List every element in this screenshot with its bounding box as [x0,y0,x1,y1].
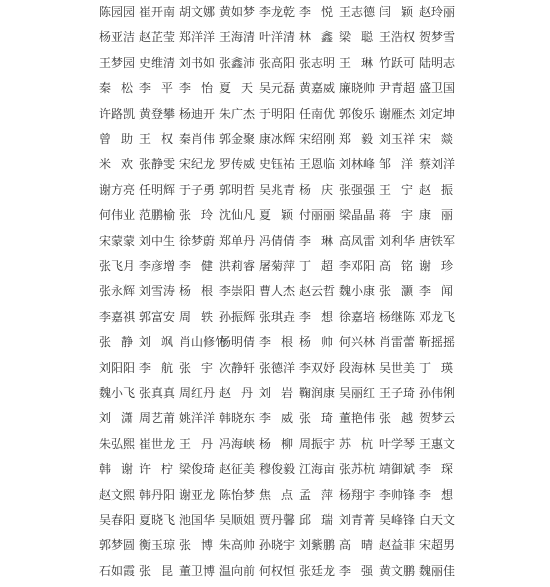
name-entry: 孙伟俐 [419,386,456,400]
name-entry: 朱弘熙 [99,436,136,451]
name-entry: 邱 瑞 [299,513,333,527]
name-entry: 陈园园 [99,5,136,19]
name-entry: 周振宇 [299,436,336,451]
name-row [99,205,459,226]
name-entry: 高 铭 [379,259,413,273]
name-entry: 吴兆青 [259,182,296,197]
name-entry: 屠菊萍 [259,259,296,273]
name-entry: 夏 天 [219,81,253,96]
name-entry: 衡玉琼 [139,538,176,553]
name-entry: 宋蒙蒙 [99,233,136,248]
name-entry: 杨 根 [179,284,213,299]
name-row [99,459,459,480]
name-entry: 郑单丹 [219,233,256,248]
name-entry: 董艳伟 [339,411,376,426]
name-row [99,307,459,328]
name-entry: 米 欢 [99,157,133,172]
name-entry: 许路凯 [99,106,136,121]
name-entry: 陈怡梦 [219,487,256,502]
name-entry: 李 琳 [299,233,333,248]
name-entry: 许 柠 [139,462,173,477]
name-entry: 肖雷蕾 [379,335,416,350]
name-entry: 穆俊毅 [259,462,296,477]
name-entry: 盛卫国 [419,81,456,96]
name-entry: 刘书如 [179,55,216,70]
name-entry: 赵 振 [419,182,453,197]
name-entry: 王海清 [219,30,256,45]
name-entry: 任明辉 [139,182,176,197]
name-entry: 魏丽佳 [419,563,456,578]
name-entry: 崔开南 [139,5,176,19]
name-entry: 郭梦圆 [99,538,136,553]
name-entry: 张 博 [179,538,213,553]
name-entry: 赵 丹 [219,386,253,400]
name-entry: 赵征美 [219,462,256,477]
name-entry: 徐嘉培 [339,309,376,324]
name-entry: 王恩临 [299,157,336,172]
name-entry: 蔡刘洋 [419,157,456,172]
name-entry: 王 权 [139,132,173,146]
name-entry: 李 强 [339,563,373,578]
name-entry: 白天文 [419,513,456,527]
name-entry: 吴丽红 [339,386,376,400]
name-entry: 刘林峰 [339,157,376,172]
name-row [99,510,459,531]
name-entry: 尹青超 [379,81,416,96]
name-entry: 叶洋清 [259,30,296,45]
name-entry: 张永辉 [99,284,136,299]
name-entry: 何权恒 [259,563,296,578]
name-entry: 黄嘉威 [299,81,336,96]
name-entry: 杨迪开 [179,106,216,121]
name-entry: 韩 谢 [99,462,133,477]
name-entry: 于明阳 [259,106,296,121]
name-entry: 张静雯 [139,157,176,172]
name-entry: 李 航 [139,360,173,375]
name-row [99,434,459,455]
name-entry: 林 鑫 [299,30,333,45]
name-entry: 郭俊乐 [339,106,376,121]
name-entry: 张强强 [339,182,376,197]
name-entry: 张高阳 [259,55,296,70]
name-entry: 宋绍刚 [299,132,336,146]
name-entry: 赵芷莹 [139,30,176,45]
name-row [99,27,459,48]
name-entry: 靖御斌 [379,462,416,477]
name-entry: 王梦园 [99,55,136,70]
name-entry: 杨 庆 [299,182,333,197]
name-entry: 丁 瑛 [419,360,453,375]
name-entry: 李彦增 [139,259,176,273]
name-entry: 丁 超 [299,259,333,273]
name-entry: 吴峰锋 [379,513,416,527]
name-entry: 李双妤 [299,360,336,375]
name-entry: 唐铁军 [419,233,456,248]
name-row [99,535,459,556]
name-entry: 梁 聪 [339,30,373,45]
name-entry: 李 根 [259,335,293,350]
name-entry: 付丽丽 [299,208,336,223]
name-entry: 胡文娜 [179,5,216,19]
name-entry: 段海林 [339,360,376,375]
name-entry: 张 灏 [379,284,413,299]
name-entry: 梁晶晶 [339,208,376,223]
name-entry: 吴世美 [379,360,416,375]
name-entry: 张苏杭 [339,462,376,477]
name-entry: 闫 颖 [379,5,413,19]
name-entry: 竹跃可 [379,55,416,70]
name-entry: 刘阳阳 [99,360,136,375]
name-entry: 王浩权 [379,30,416,45]
name-entry: 罗传威 [219,157,256,172]
name-entry: 靳摇摇 [419,335,456,350]
name-entry: 秦 松 [99,81,133,96]
name-entry: 梁俊琦 [179,462,216,477]
name-entry: 谢方亮 [99,182,136,197]
name-entry: 冯倩倩 [259,233,296,248]
name-entry: 韩丹阳 [139,487,176,502]
name-entry: 张鑫沛 [219,55,256,70]
name-entry: 李 健 [179,259,213,273]
name-entry: 张飞月 [99,259,136,273]
name-entry: 李 闻 [419,284,453,299]
name-entry: 黄如梦 [219,5,256,19]
name-entry: 冯海峡 [219,436,256,451]
name-entry: 张真真 [139,386,176,400]
name-entry: 杨亚洁 [99,30,136,45]
name-entry: 李 琛 [419,462,453,477]
name-entry: 何伟业 [99,208,136,223]
name-entry: 陆明志 [419,55,456,70]
name-entry: 曹人杰 [259,284,296,299]
name-entry: 洪莉睿 [219,259,256,273]
name-entry: 王子琦 [379,386,416,400]
name-entry: 刘青菁 [339,513,376,527]
name-entry: 杨明倩 [219,335,256,350]
name-entry: 韩晓东 [219,411,256,426]
name-entry: 刘玉祥 [379,132,416,146]
name-entry: 鞠润康 [299,386,336,400]
name-entry: 赵云哲 [299,284,336,299]
name-entry: 刘 岩 [259,386,293,400]
name-row [99,231,459,252]
name-entry: 李 想 [419,487,453,502]
name-entry: 贺梦云 [419,411,456,426]
name-entry: 邓龙飞 [419,309,456,324]
name-entry: 叶学琴 [379,436,416,451]
name-entry: 郑洋洋 [179,30,216,45]
name-entry: 吴顺姐 [219,513,256,527]
name-entry: 焦 点 [259,487,293,502]
name-row [99,408,459,429]
name-entry: 周艺莆 [139,411,176,426]
name-entry: 朱广杰 [219,106,256,121]
name-entry: 谢雁杰 [379,106,416,121]
name-row [99,2,459,23]
name-entry: 徐梦蔚 [179,233,216,248]
name-entry: 刘定坤 [419,106,456,121]
name-entry: 池国华 [179,513,216,527]
name-entry: 蒋 宇 [379,208,413,223]
name-entry: 杨 柳 [259,436,293,451]
name-entry: 崔世龙 [139,436,176,451]
name-entry: 刘利华 [379,233,416,248]
name-entry: 魏小康 [339,284,376,299]
name-entry: 刘 潇 [99,411,133,426]
name-entry: 王惠文 [419,436,456,451]
name-entry: 王 丹 [179,436,213,451]
name-entry: 康 丽 [419,208,453,223]
name-entry: 夏晓飞 [139,513,176,527]
name-entry: 李 平 [139,81,173,96]
name-entry: 邹 洋 [379,157,413,172]
name-entry: 肖山修竹 [179,335,228,350]
name-entry: 史钰祐 [259,157,296,172]
name-entry: 宋 燚 [419,132,453,146]
name-entry: 朱高帅 [219,538,256,553]
name-entry: 江海亩 [299,462,336,477]
name-entry: 高凤雷 [339,233,376,248]
name-entry: 次静轩 [219,360,256,375]
name-entry: 周 轶 [179,309,213,324]
name-entry: 张琪垚 [259,309,296,324]
name-entry: 黄文鹏 [379,563,416,578]
name-row [99,256,459,277]
name-entry: 李 威 [259,411,293,426]
name-entry: 吴春阳 [99,513,136,527]
name-entry: 温向前 [219,563,256,578]
name-entry: 宋超男 [419,538,456,553]
name-row [99,485,459,506]
name-entry: 何兴林 [339,335,376,350]
name-entry: 杨继陈 [379,309,416,324]
name-entry: 曾 助 [99,132,133,146]
name-row [99,383,459,404]
name-entry: 张 越 [379,411,413,426]
name-entry: 董卫博 [179,563,216,578]
name-entry: 张志明 [299,55,336,70]
name-row [99,53,459,74]
name-entry: 王志德 [339,5,376,19]
name-entry: 于子勇 [179,182,216,197]
name-entry: 谢 珍 [419,259,453,273]
name-entry: 郭金聚 [219,132,256,146]
name-entry: 孙振辉 [219,309,256,324]
name-entry: 谢亚龙 [179,487,216,502]
name-entry: 李帅锋 [379,487,416,502]
name-entry: 张 昆 [139,563,173,578]
name-entry: 黄登攀 [139,106,176,121]
name-row [99,154,459,175]
name-entry: 赵玲丽 [419,5,456,19]
name-entry: 刘 飒 [139,335,173,350]
name-entry: 范鹏榆 [139,208,176,223]
name-entry: 刘雪涛 [139,284,176,299]
name-row [99,180,459,201]
name-entry: 夏 颖 [259,208,293,223]
name-entry: 郑 毅 [339,132,373,146]
name-entry: 李 想 [299,309,333,324]
name-entry: 魏小飞 [99,386,136,400]
name-entry: 吴元磊 [259,81,296,96]
name-entry: 廉晓帅 [339,81,376,96]
name-row [99,358,459,379]
name-entry: 张 玲 [179,208,213,223]
name-entry: 姚洋洋 [179,411,216,426]
name-entry: 高 晴 [339,538,373,553]
name-entry: 宋纪龙 [179,157,216,172]
name-entry: 孟 萍 [299,487,333,502]
name-entry: 刘中生 [139,233,176,248]
name-entry: 史维清 [139,55,176,70]
name-entry: 苏 杭 [339,436,373,451]
name-entry: 李嘉祺 [99,309,136,324]
name-entry: 李邓阳 [339,259,376,273]
name-row [99,281,459,302]
name-entry: 张廷龙 [299,563,336,578]
name-entry: 赵文熙 [99,487,136,502]
name-entry: 张 宇 [179,360,213,375]
name-entry: 任南优 [299,106,336,121]
name-entry: 郭明哲 [219,182,256,197]
name-entry: 李 悦 [299,5,333,19]
name-entry: 张德洋 [259,360,296,375]
name-row [99,129,459,150]
name-entry: 刘紫鹏 [299,538,336,553]
name-entry: 李崇阳 [219,284,256,299]
name-entry: 康冰辉 [259,132,296,146]
name-entry: 贾丹馨 [259,513,296,527]
name-row [99,561,459,582]
name-entry: 李 怡 [179,81,213,96]
name-entry: 贺梦雪 [419,30,456,45]
name-entry: 秦肖伟 [179,132,216,146]
name-entry: 石如霞 [99,563,136,578]
name-entry: 王 宁 [379,182,413,197]
name-entry: 杨 帅 [299,335,333,350]
name-entry: 李龙乾 [259,5,296,19]
name-entry: 张 静 [99,335,133,350]
name-entry: 孙晓宇 [259,538,296,553]
name-entry: 周红丹 [179,386,216,400]
name-entry: 王 琳 [339,55,373,70]
name-row [99,104,459,125]
name-entry: 赵益菲 [379,538,416,553]
name-entry: 杨翔宇 [339,487,376,502]
name-entry: 张 琦 [299,411,333,426]
name-entry: 沈仙凡 [219,208,256,223]
name-row [99,332,459,353]
name-entry: 郭富安 [139,309,176,324]
name-row [99,78,459,99]
